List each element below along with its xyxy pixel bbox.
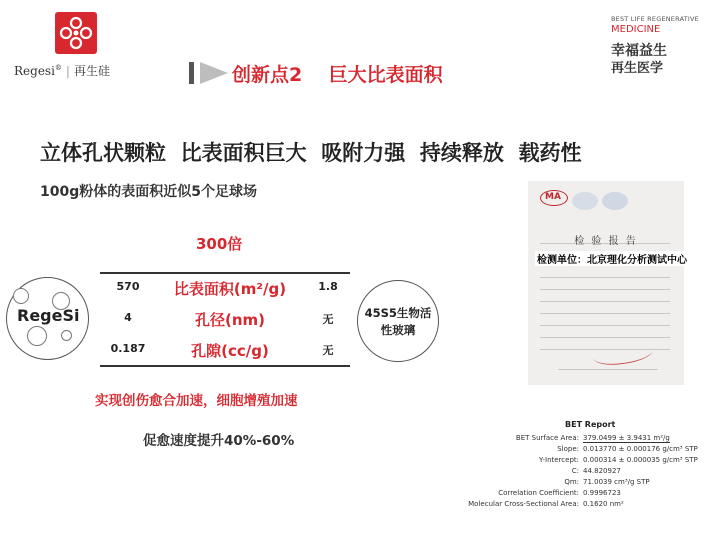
brand-registered-mark: ® xyxy=(54,64,62,72)
pore-dot xyxy=(61,330,72,341)
bet-value: 0.013770 ± 0.000176 g/cm³ STP xyxy=(583,445,698,453)
speed-benefit: 促愈速度提升40%-60% xyxy=(143,433,295,449)
bet-value: 0.9996723 xyxy=(583,489,621,497)
bioglass-label xyxy=(357,305,439,339)
slide-title: 创新点2 巨大比表面积 xyxy=(232,64,443,86)
bet-value: 44.820927 xyxy=(583,467,621,475)
cma-logo xyxy=(540,190,568,206)
brand-wordmark xyxy=(14,62,110,79)
bet-label: Qm: xyxy=(564,478,579,486)
regesi-label: RegeSi xyxy=(17,306,80,325)
brand-divider: | xyxy=(65,64,70,78)
bet-label: BET Surface Area: xyxy=(515,434,579,442)
title-bar-marker xyxy=(189,62,194,84)
bet-label: Y-Intercept: xyxy=(539,456,579,464)
tagline-en-2: MEDICINE xyxy=(611,24,661,35)
bioglass-value-surface-area: 1.8 xyxy=(318,280,338,293)
cnas-logo xyxy=(602,192,628,210)
metric-pore-size: 孔径(nm) xyxy=(194,311,266,329)
tagline-cn-1: 幸福益生 xyxy=(611,43,667,59)
pore-dot xyxy=(27,326,47,346)
headline: 立体孔状颗粒 比表面积巨大 吸附力强 持续释放 载药性 xyxy=(40,141,582,165)
report-title: 检 验 报 告 xyxy=(574,236,638,247)
bioglass-value-pore-size: 无 xyxy=(322,313,334,326)
cma-logo-text: MA xyxy=(545,192,561,202)
pore-dot xyxy=(13,288,29,304)
bet-label: Slope: xyxy=(557,445,579,453)
brand-logo-mark xyxy=(55,12,97,54)
regesi-value-pore-size: 4 xyxy=(124,311,132,324)
bet-report-title: BET Report xyxy=(565,420,616,429)
ilac-logo xyxy=(572,192,598,210)
table-bottom-rule xyxy=(100,365,350,367)
bet-label: C: xyxy=(571,467,579,475)
brand-cn: 再生硅 xyxy=(73,64,110,78)
brand-latin: Regesi xyxy=(14,64,55,78)
multiplier-label: 300倍 xyxy=(196,235,243,253)
metric-porosity: 孔隙(cc/g) xyxy=(191,342,269,360)
subheadline: 100g粉体的表面积近似5个足球场 xyxy=(40,184,257,200)
tagline-cn-2: 再生医学 xyxy=(611,61,664,76)
metric-surface-area: 比表面积(m²/g) xyxy=(173,280,287,298)
table-top-rule xyxy=(100,272,350,274)
regesi-value-surface-area: 570 xyxy=(116,280,140,293)
title-arrow-icon xyxy=(200,62,228,88)
report-testing-unit: 检测单位：北京理化分析测试中心 xyxy=(535,251,689,266)
bioglass-label-line1: 45S5生物活 xyxy=(364,306,432,320)
bet-label: Molecular Cross-Sectional Area: xyxy=(468,500,579,508)
bioglass-value-porosity: 无 xyxy=(322,344,334,357)
regesi-value-porosity: 0.187 xyxy=(110,342,146,355)
tagline-en-1: BEST LIFE REGENERATIVE xyxy=(611,15,699,23)
bet-value: 0.1620 nm² xyxy=(583,500,624,508)
bioglass-label-line2: 性玻璃 xyxy=(380,323,416,337)
bet-value: 71.0039 cm³/g STP xyxy=(583,478,650,486)
healing-benefit: 实现创伤愈合加速，细胞增殖加速 xyxy=(95,393,298,409)
bet-value: 0.000314 ± 0.000035 g/cm³ STP xyxy=(583,456,698,464)
bet-value: 379.0499 ± 3.9431 m²/g xyxy=(583,434,670,442)
bet-label: Correlation Coefficient: xyxy=(498,489,579,497)
